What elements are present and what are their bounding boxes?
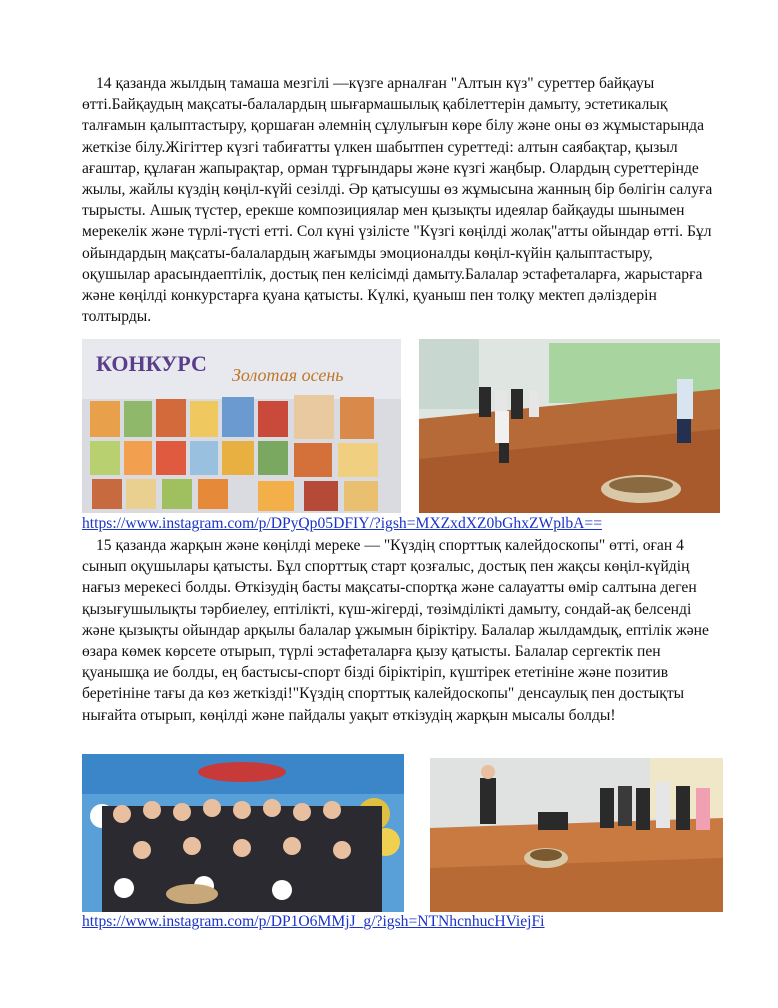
photo-group-with-balloons <box>82 754 404 912</box>
photo-relay-race-gym <box>430 758 723 912</box>
photo-drawing-contest-wall <box>82 339 401 513</box>
instagram-link-1[interactable]: https://www.instagram.com/p/DPyQp05DFIY/?igsh=MXZxdXZ0bGhxZWplbA== <box>82 515 603 532</box>
instagram-link-2[interactable]: https://www.instagram.com/p/DP1O6MMjJ_g/?igsh=NTNhcnhucHViejFi <box>82 913 545 930</box>
banner-golden-autumn-text: Золотая осень <box>232 365 344 385</box>
banner-contest-text: КОНКУРС <box>96 351 207 376</box>
paragraph-golden-autumn: 14 қазанда жылдың тамаша мезгілі —күзге арналған "Алтын күз" суреттер байқауы өтті.Байқаудың мақсаты-балалардың шығармашылық қабілеттерін дамыту, эстетикалық талғамын қалыптастыру, қоршаған әлемнің сұлулығын көре білу және оны өз жұмыстарында жеткізе білу.Жігіттер күзгі табиғатты үлкен шабытпен суреттеді: алтын саябақтар, қызыл ағаштар, құлаған жапырақтар, орман тұрғындары және күзгі жаңбыр. Олардың суреттерінде жылы, жайлы күздің көңіл-күйі сезілді. Әр қатысушы өз жұмысына жанның бір бөлігін салуға тырысты. Ашық түстер, ерекше композициялар мен қызықты идеялар байқауды шынымен мерекелік және түрлі-түсті етті. Сол күні үзілісте "Күзгі көңілді жолақ"атты ойындар өтті. Бұл ойындардың мақсаты-балалардың жағымды эмоционалды көңіл-күйін қалыптастыру, оқушылар арасындаептілік, достық пен келісімді дамыту.Балалар эстафеталарға, жарыстарға және көңілді конкурстарға қуана қатысты. Күлкі, қуаныш пен толқу мектеп дәліздерін толтырды. <box>82 75 713 326</box>
photo-school-corridor-games <box>419 339 720 513</box>
paragraph-sports-kaleidoscope: 15 қазанда жарқын және көңілді мереке — "Күздің спорттық калейдоскопы" өтті, оған 4 сынып оқушылары қатысты. Бұл спорттық старт қозғалыс, достық пен жақсы көңіл-күйдің нағыз мерекесі болды. Өткізудің басты мақсаты-спортқа және салауатты өмір салтына деген қызығушылықты тәрбиелеу, ептілікті, күш-жігерді, төзімділікті дамыту, сондай-ақ белсенді және қызықты ойындар арқылы балалар ұжымын біріктіру. Балалар жылдамдық, ептілік және өзара көмек көрсете отырып, түрлі эстафеталарға қызу қатысты. Балалар сергектік пен қуанышқа ие болды, ең бастысы-спорт бізді біріктіріп, күштірек ететініне және позитив беретініне тағы да көз жеткізді!"Күздің спорттық калейдоскопы" денсаулық пен достықты нығайта отырып, көңілді және пайдалы уақыт өткізудің жарқын мысалы болды! <box>82 537 709 724</box>
